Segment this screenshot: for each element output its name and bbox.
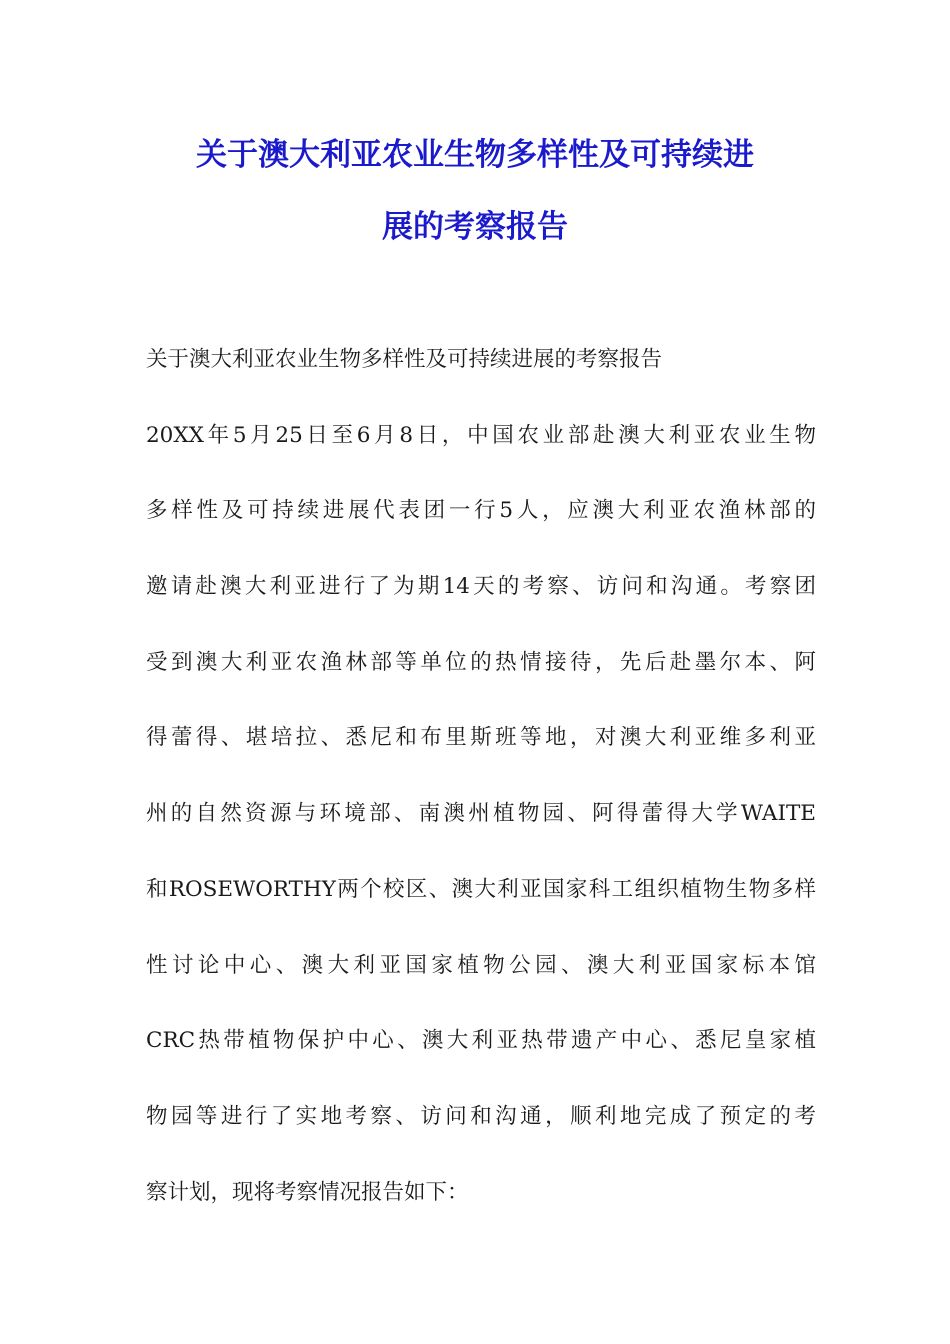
body-line: 性讨论中心、澳大利亚国家植物公园、澳大利亚国家标本馆 [146, 952, 816, 978]
body-line: CRC热带植物保护中心、澳大利亚热带遗产中心、悉尼皇家植 [146, 1028, 816, 1054]
body-line: 多样性及可持续进展代表团一行5人，应澳大利亚农渔林部的 [146, 498, 816, 524]
body-line: 得蕾得、堪培拉、悉尼和布里斯班等地，对澳大利亚维多利亚 [146, 725, 816, 751]
body-line: 邀请赴澳大利亚进行了为期14天的考察、访问和沟通。考察团 [146, 574, 816, 600]
document-title-line-1: 关于澳大利亚农业生物多样性及可持续进 [196, 137, 754, 173]
body-line: 物园等进行了实地考察、访问和沟通，顺利地完成了预定的考 [146, 1103, 816, 1129]
document-body [146, 336, 816, 1244]
body-line: 和ROSEWORTHY两个校区、澳大利亚国家科工组织植物生物多样 [146, 876, 816, 902]
body-line-subtitle: 关于澳大利亚农业生物多样性及可持续进展的考察报告 [146, 347, 663, 372]
body-line: 受到澳大利亚农渔林部等单位的热情接待，先后赴墨尔本、阿 [146, 649, 816, 675]
body-line: 州的自然资源与环境部、南澳州植物园、阿得蕾得大学WAITE [146, 801, 816, 827]
body-line-last: 察计划，现将考察情况报告如下： [146, 1179, 469, 1205]
document-title-line-2: 展的考察报告 [382, 209, 568, 245]
body-line: 20XX年5月25日至6月8日，中国农业部赴澳大利亚农业生物 [146, 422, 816, 448]
